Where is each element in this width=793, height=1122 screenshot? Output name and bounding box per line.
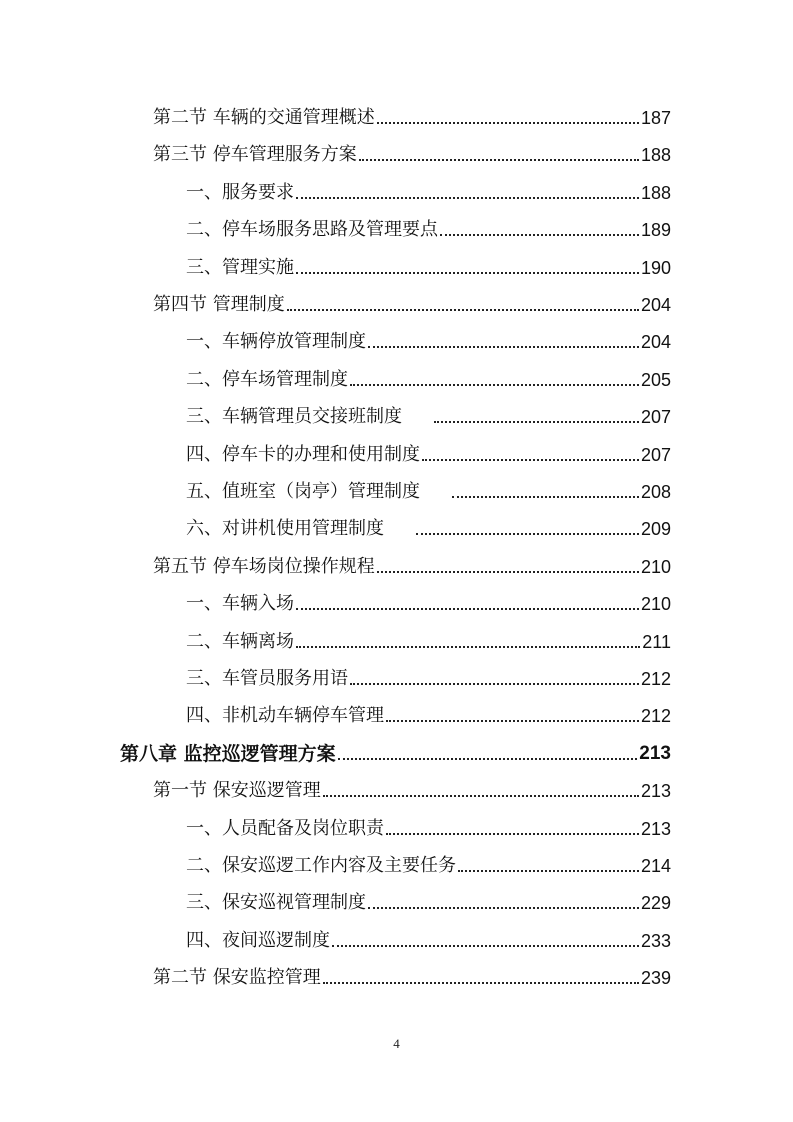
toc-chapter-entry xyxy=(120,740,671,768)
toc-entry-page: 188 xyxy=(640,182,671,203)
toc-dot-leader xyxy=(350,384,639,386)
toc-entry-label: 六、对讲机使用管理制度 xyxy=(186,518,384,540)
toc-entry-label: 第四节 管理制度 xyxy=(153,294,285,315)
toc-dot-leader xyxy=(287,309,639,311)
toc-dot-leader xyxy=(359,159,639,161)
toc-entry-label: 四、停车卡的办理和使用制度 xyxy=(186,443,420,465)
toc-section-entry xyxy=(153,104,671,132)
toc-entry-page: 208 xyxy=(640,482,671,502)
toc-entry-label: 一、服务要求 xyxy=(186,181,294,203)
toc-entry-page: 213 xyxy=(640,781,671,802)
toc-subsection-entry xyxy=(186,254,671,282)
toc-entry-page: 211 xyxy=(642,631,671,652)
toc-entry-label: 三、车管员服务用语 xyxy=(186,668,348,689)
toc-entry-label: 第三节 停车管理服务方案 xyxy=(153,144,357,166)
toc-section-entry xyxy=(153,553,671,581)
toc-entry-page: 188 xyxy=(640,145,671,166)
toc-entry-label: 四、非机动车辆停车管理 xyxy=(186,705,384,727)
toc-dot-leader xyxy=(368,907,639,909)
toc-dot-leader xyxy=(458,870,639,872)
toc-entry-page: 213 xyxy=(639,742,671,764)
toc-subsection-entry xyxy=(186,889,671,917)
toc-dot-leader xyxy=(440,234,639,236)
toc-dot-leader xyxy=(350,683,639,685)
toc-entry-label: 三、保安巡视管理制度 xyxy=(186,892,366,914)
toc-entry-page: 229 xyxy=(640,893,671,914)
toc-entry-page: 214 xyxy=(640,856,671,876)
toc-dot-leader xyxy=(323,795,639,797)
toc-dot-leader xyxy=(386,833,639,835)
toc-subsection-entry xyxy=(186,515,671,543)
toc-subsection-entry xyxy=(186,628,671,656)
toc-dot-leader xyxy=(296,197,639,199)
toc-dot-leader xyxy=(377,571,639,573)
toc-entry-label: 四、夜间巡逻制度 xyxy=(186,929,330,951)
toc-entry-page: 207 xyxy=(640,444,671,465)
toc-entry-page: 210 xyxy=(640,556,671,577)
toc-entry-page: 190 xyxy=(640,257,671,278)
toc-subsection-entry xyxy=(186,179,671,207)
toc-entry-label: 一、人员配备及岗位职责 xyxy=(186,817,384,839)
toc-subsection-entry xyxy=(186,590,671,618)
toc-entry-label: 三、车辆管理员交接班制度 xyxy=(186,406,402,428)
toc-section-entry xyxy=(153,141,671,169)
toc-entry-label: 二、停车场管理制度 xyxy=(186,368,348,390)
toc-entry-page: 205 xyxy=(640,369,671,390)
toc-dot-leader xyxy=(377,122,639,124)
toc-entry-label: 一、车辆入场 xyxy=(186,593,294,615)
toc-section-entry xyxy=(153,777,671,805)
toc-dot-leader xyxy=(386,720,639,722)
toc-subsection-entry xyxy=(186,478,671,506)
toc-section-entry xyxy=(153,964,671,992)
toc-dot-leader xyxy=(296,646,640,648)
toc-entry-label: 第八章 监控巡逻管理方案 xyxy=(120,742,336,765)
toc-subsection-entry xyxy=(186,216,671,244)
toc-entry-page: 204 xyxy=(640,332,671,353)
toc-entry-label: 第五节 停车场岗位操作规程 xyxy=(153,555,375,577)
toc-entry-page: 212 xyxy=(640,706,671,727)
toc-entry-label: 一、车辆停放管理制度 xyxy=(186,331,366,353)
toc-entry-page: 204 xyxy=(640,295,671,315)
toc-subsection-entry xyxy=(186,927,671,955)
toc-entry-label: 第二节 保安监控管理 xyxy=(153,967,321,989)
toc-entry-label: 二、停车场服务思路及管理要点 xyxy=(186,219,438,241)
toc-entry-page: 187 xyxy=(640,108,671,128)
toc-entry-page: 212 xyxy=(640,669,671,689)
toc-subsection-entry xyxy=(186,441,671,469)
toc-dot-leader xyxy=(296,608,639,610)
toc-entry-page: 209 xyxy=(640,519,671,540)
toc-subsection-entry xyxy=(186,328,671,356)
toc-dot-leader xyxy=(332,945,639,947)
toc-dot-leader xyxy=(452,496,639,498)
toc-dot-leader xyxy=(338,758,638,760)
toc-dot-leader xyxy=(434,421,639,423)
toc-subsection-entry xyxy=(186,852,671,880)
toc-entry-label: 第一节 保安巡逻管理 xyxy=(153,780,321,802)
toc-subsection-entry xyxy=(186,665,671,693)
toc-entry-label: 二、保安巡逻工作内容及主要任务 xyxy=(186,855,456,876)
toc-subsection-entry xyxy=(186,702,671,730)
toc-dot-leader xyxy=(296,272,639,274)
toc-entry-page: 213 xyxy=(640,818,671,839)
toc-entry-page: 210 xyxy=(640,594,671,615)
toc-entry-page: 207 xyxy=(640,407,671,428)
toc-dot-leader xyxy=(422,459,639,461)
toc-dot-leader xyxy=(323,982,639,984)
toc-subsection-entry xyxy=(186,403,671,431)
toc-subsection-entry xyxy=(186,815,671,843)
toc-entry-label: 五、值班室（岗亭）管理制度 xyxy=(186,481,420,502)
toc-entry-page: 239 xyxy=(640,968,671,989)
toc-entry-page: 233 xyxy=(640,930,671,951)
toc-dot-leader xyxy=(416,533,639,535)
toc-entry-label: 三、管理实施 xyxy=(186,256,294,278)
toc-section-entry xyxy=(153,291,671,319)
toc-subsection-entry xyxy=(186,366,671,394)
toc-dot-leader xyxy=(368,346,639,348)
toc-entry-label: 二、车辆离场 xyxy=(186,630,294,652)
toc-entry-page: 189 xyxy=(640,220,671,241)
toc-entry-label: 第二节 车辆的交通管理概述 xyxy=(153,107,375,128)
page-number: 4 xyxy=(393,1036,400,1051)
